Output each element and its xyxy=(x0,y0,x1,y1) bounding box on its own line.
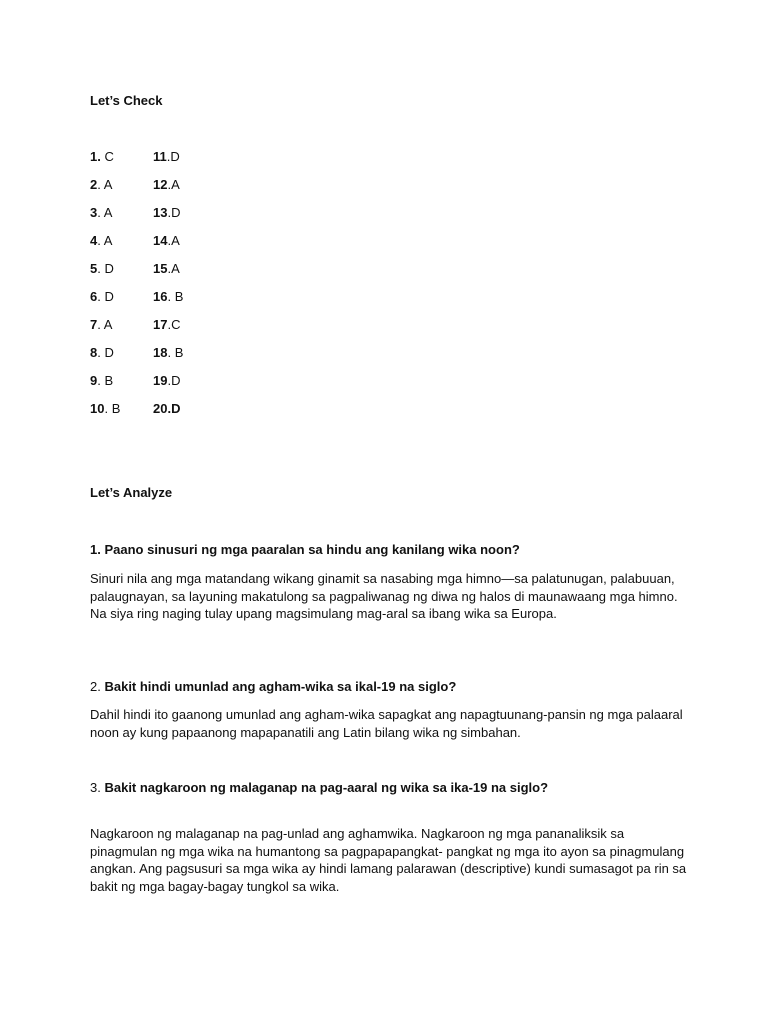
question-number: 3. xyxy=(90,780,101,795)
answer-row xyxy=(90,345,290,373)
question-text: Bakit nagkaroon ng malaganap na pag-aaral ng wika sa ika-19 na siglo? xyxy=(104,780,549,795)
answer-row xyxy=(90,261,290,289)
answer-number: 4 xyxy=(90,233,98,248)
answer-row xyxy=(90,205,290,233)
answer-number: 7 xyxy=(90,317,98,332)
answer-value: .D xyxy=(167,373,181,388)
answer-number: 12 xyxy=(153,177,168,192)
answer-number: 17 xyxy=(153,317,168,332)
answer-number: 3 xyxy=(90,205,98,220)
answer-number: 10 xyxy=(90,401,105,416)
answer-number: 20.D xyxy=(153,401,181,416)
answer-value: . A xyxy=(97,177,113,192)
answer-value: . B xyxy=(104,401,121,416)
answer-value: . A xyxy=(97,317,113,332)
answer-paragraph-3: Nagkaroon ng malaganap na pag-unlad ang aghamwika. Nagkaroon ng mga pananaliksik sa pinagmulan ng mga wika na humantong sa pagpapapangkat- pangkat ng mga ito ayon sa pinagmulang angkan. Ang pagsusuri sa mga wika ay hindi lamang palarawan (descriptive) kundi sumasagot pa rin sa bakit ng mga bagay-bagay tungkol sa wika. xyxy=(90,826,687,894)
answer-value: .C xyxy=(167,317,181,332)
answer-number: 9 xyxy=(90,373,98,388)
answer-row xyxy=(90,149,290,177)
question-number: 1. xyxy=(90,542,101,557)
question-3 xyxy=(90,779,690,796)
answer-number: 18 xyxy=(153,345,168,360)
answer-row xyxy=(90,373,290,401)
answer-paragraph-1: Sinuri nila ang mga matandang wikang ginamit sa nasabing mga himno—sa palatunugan, palabuuan, palaugnayan, sa layuning makatulong sa pagpaliwanag ng diwa ng halos di maunawaang mga himno. Na siya ring naging tulay upang magsimulang mag-aral sa ibang wika sa Europa. xyxy=(90,571,678,621)
question-text: Bakit hindi umunlad ang agham-wika sa ikal-19 na siglo? xyxy=(104,679,457,694)
answer-value: . D xyxy=(97,289,114,304)
question-2 xyxy=(90,678,690,695)
answer-number: 1. xyxy=(90,149,101,164)
answer-value: . B xyxy=(167,289,184,304)
question-number: 2. xyxy=(90,679,101,694)
lets-analyze-heading: Let’s Analyze xyxy=(90,485,173,500)
answer-value: .D xyxy=(167,205,181,220)
answer-number: 8 xyxy=(90,345,98,360)
answer-value: . A xyxy=(97,233,113,248)
lets-check-heading: Let’s Check xyxy=(90,93,163,108)
question-text: Paano sinusuri ng mga paaralan sa hindu ang kanilang wika noon? xyxy=(104,542,520,557)
answer-value: C xyxy=(100,149,114,164)
answer-number: 19 xyxy=(153,373,168,388)
answer-number: 2 xyxy=(90,177,98,192)
question-1 xyxy=(90,541,690,558)
answer-value: . B xyxy=(167,345,184,360)
answer-number: 5 xyxy=(90,261,98,276)
answer-value: . A xyxy=(97,205,113,220)
answer-row xyxy=(90,289,290,317)
answer-row xyxy=(90,317,290,345)
answer-number: 15 xyxy=(153,261,168,276)
answer-value: .D xyxy=(166,149,180,164)
answer-value: .A xyxy=(167,177,180,192)
answer-number: 6 xyxy=(90,289,98,304)
answer-row xyxy=(90,401,290,429)
answer-key-list xyxy=(90,149,290,429)
answer-number: 16 xyxy=(153,289,168,304)
answer-number: 11 xyxy=(153,149,167,164)
answer-value: . D xyxy=(97,345,114,360)
answer-value: .A xyxy=(167,261,180,276)
answer-value: .A xyxy=(167,233,180,248)
answer-row xyxy=(90,233,290,261)
answer-number: 14 xyxy=(153,233,168,248)
answer-paragraph-2: Dahil hindi ito gaanong umunlad ang agham-wika sapagkat ang napagtuunang-pansin ng mga palaaral noon ay kung papaanong mapapanatili ang Latin bilang wika ng simbahan. xyxy=(90,707,683,740)
answer-number: 13 xyxy=(153,205,168,220)
answer-row xyxy=(90,177,290,205)
answer-value: . D xyxy=(97,261,114,276)
answer-value: . B xyxy=(97,373,114,388)
